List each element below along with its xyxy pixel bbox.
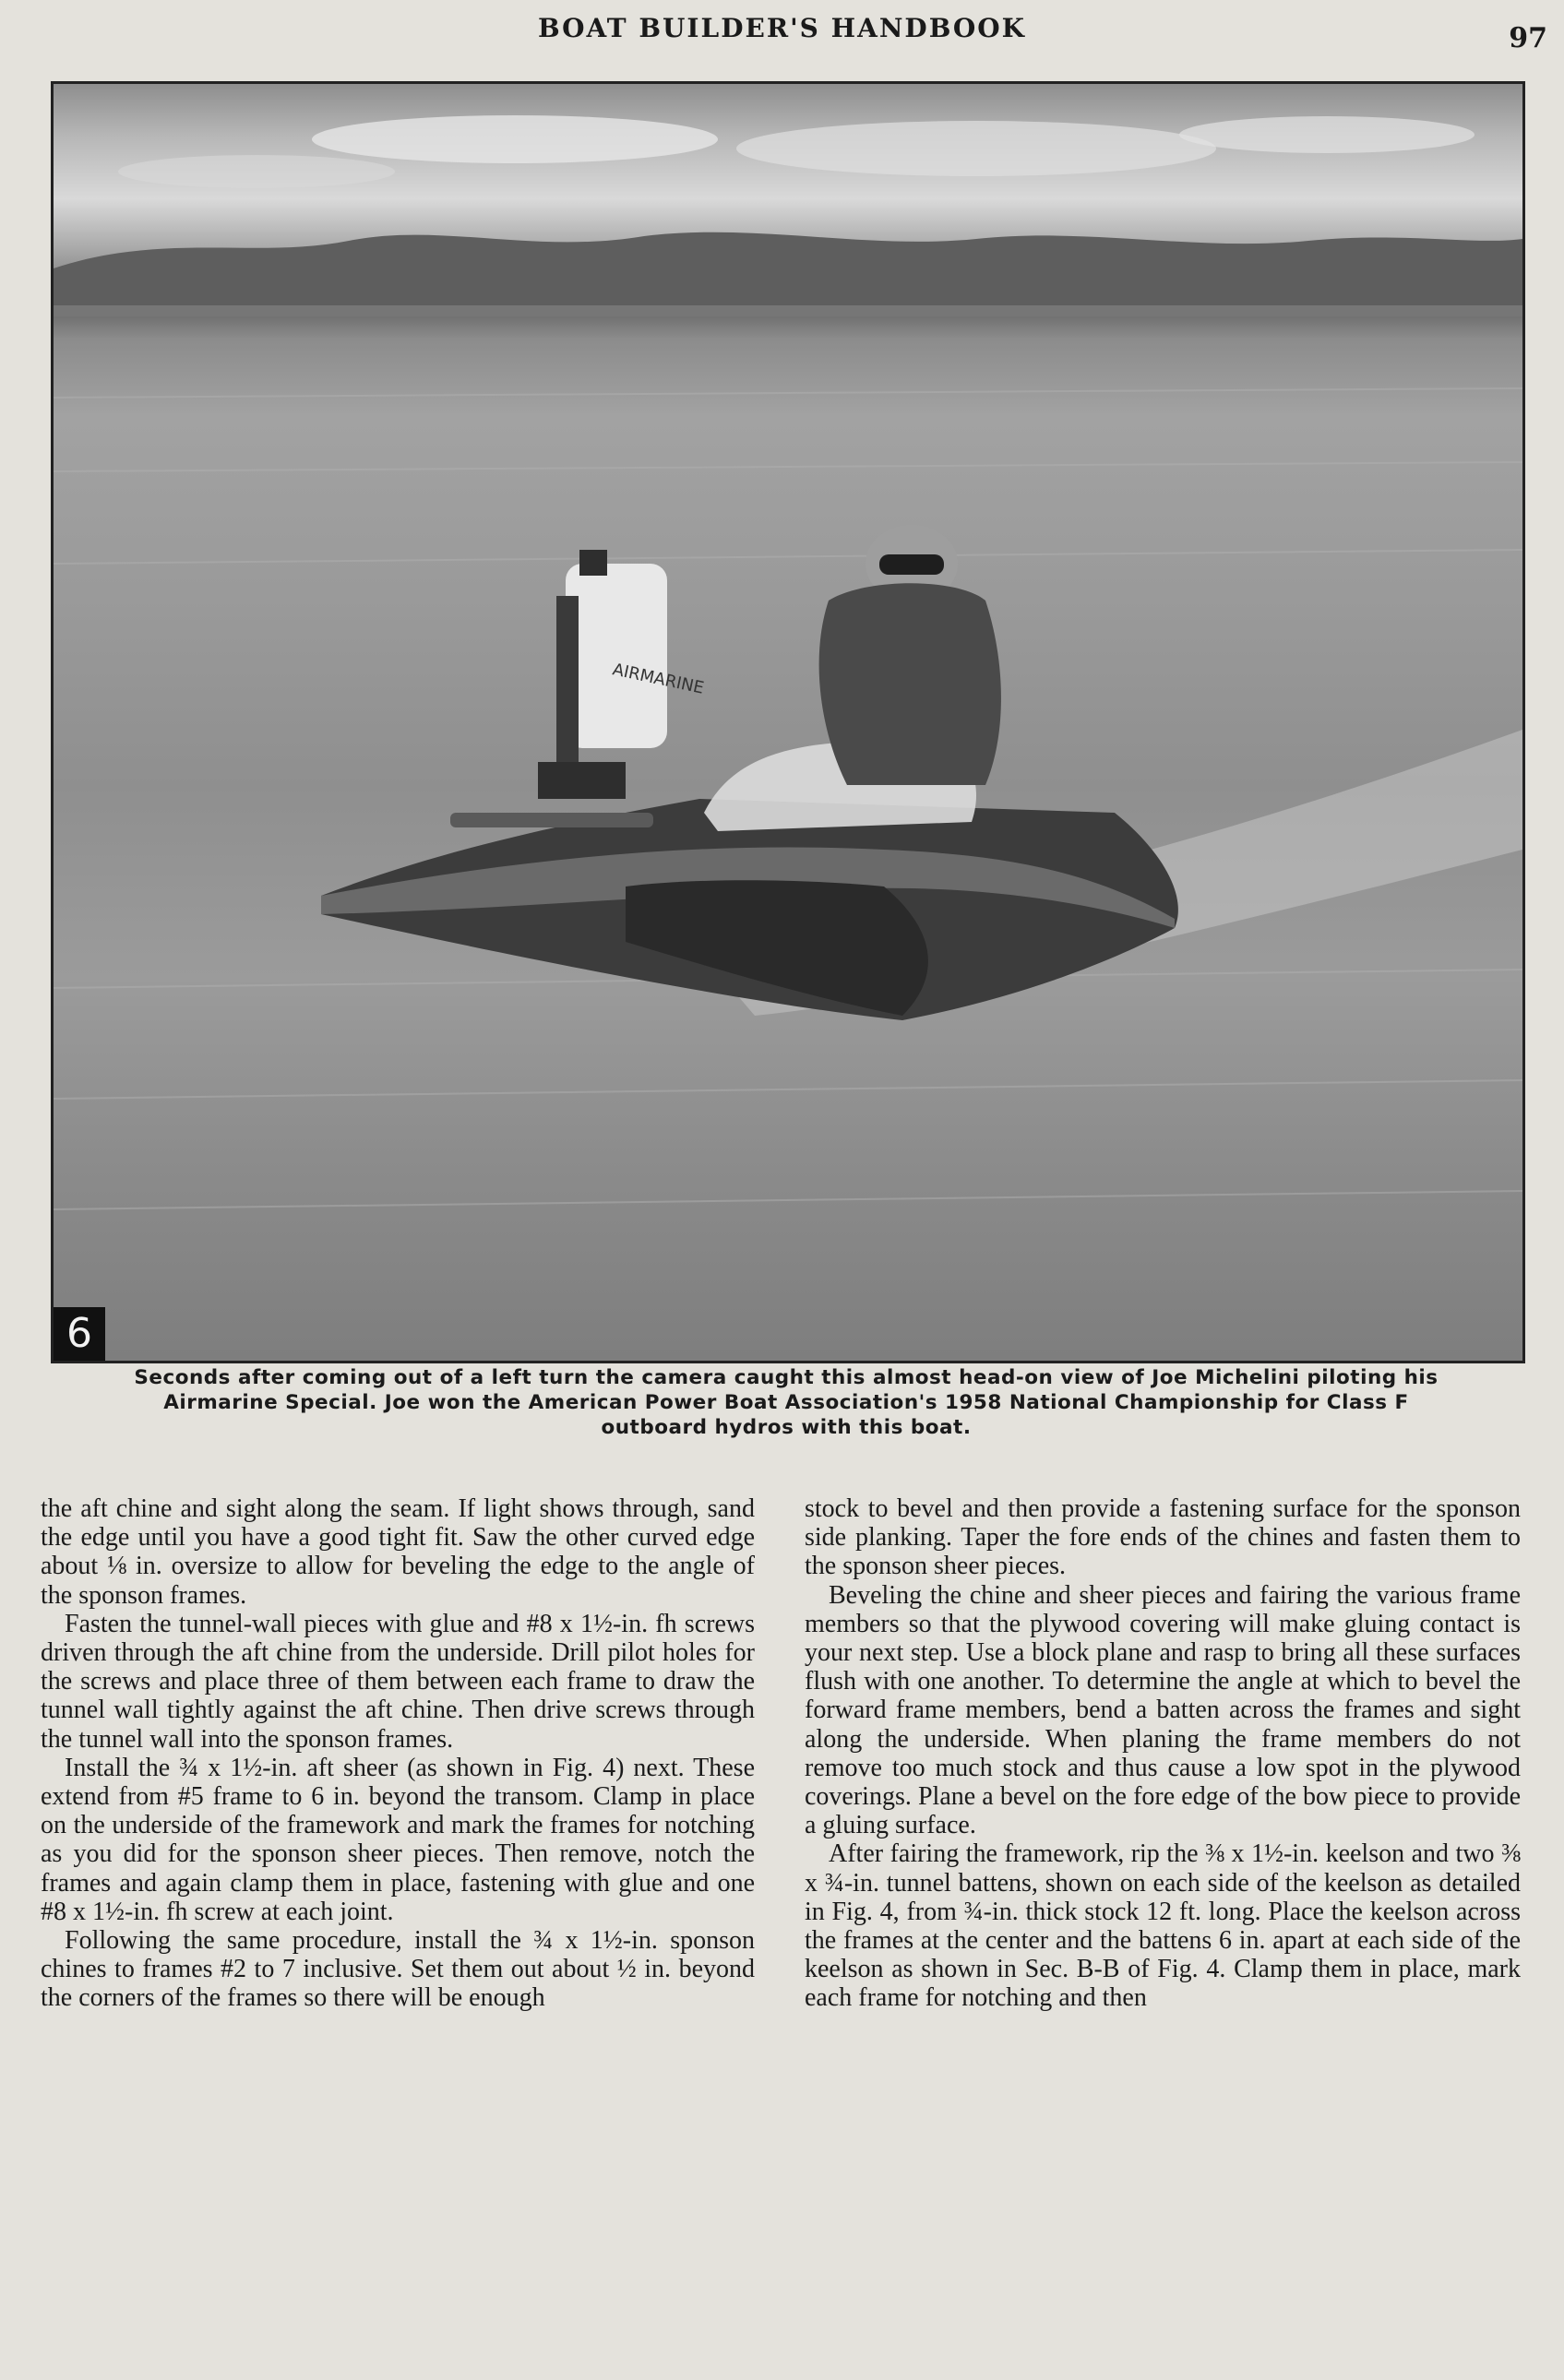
- paragraph: stock to bevel and then provide a fastening surface for the sponson side planking. Taper the fore ends of the chines and fasten them to the sponson sheer pieces.: [805, 1494, 1521, 1581]
- caption-line: Airmarine Special. Joe won the American Power Boat Association's 1958 National Championship for Class F: [163, 1391, 1409, 1414]
- right-column: [805, 1494, 1521, 2013]
- paragraph: Following the same procedure, install the ¾ x 1½-in. sponson chines to frames #2 to 7 inclusive. Set them out about ½ in. beyond the corners of the frames so there will be enough: [41, 1926, 755, 2013]
- caption-line: Seconds after coming out of a left turn the camera caught this almost head-on view of Joe Michelini piloting his: [134, 1366, 1439, 1389]
- paragraph: Beveling the chine and sheer pieces and fairing the various frame members so that the plywood covering will make gluing contact is your next step. Use a block plane and rasp to bring all these surfaces flush with one another. To determine the angle at which to bevel the forward frame members, bend a batten across the frames and sight along the underside. When planing the frame members do not remove too much stock and thus cause a low spot in the plywood coverings. Plane a bevel on the fore edge of the bow piece to provide a gluing surface.: [805, 1580, 1521, 1840]
- figure-caption: [57, 1365, 1515, 1440]
- paragraph: After fairing the framework, rip the ⅜ x 1½-in. keelson and two ⅜ x ¾-in. tunnel battens, shown on each side of the keelson as detailed in Fig. 4, from ¾-in. thick stock 12 ft. long. Place the keelson across the frames at the center and the battens 6 in. apart at each side of the keelson as shown in Sec. B-B of Fig. 4. Clamp them in place, mark each frame for notching and then: [805, 1839, 1521, 2013]
- paragraph: the aft chine and sight along the seam. If light shows through, sand the edge until you have a good tight fit. Saw the other curved edge about ⅛ in. oversize to allow for beveling the edge to the angle of the sponson frames.: [41, 1494, 755, 1610]
- left-column: [41, 1494, 755, 2013]
- figure-number-badge: 6: [54, 1307, 105, 1361]
- caption-line: outboard hydros with this boat.: [601, 1416, 972, 1439]
- paragraph: Fasten the tunnel-wall pieces with glue and #8 x 1½-in. fh screws driven through the aft chine from the underside. Drill pilot holes for the screws and place three of them between each frame to draw the tunnel wall tightly against the aft chine. Then drive screws through the tunnel wall into the sponson frames.: [41, 1609, 755, 1754]
- motor-label: AIRMARINE: [610, 660, 706, 698]
- running-header: BOAT BUILDER'S HANDBOOK: [537, 13, 1026, 43]
- boat-photo: [51, 81, 1525, 1363]
- paragraph: Install the ¾ x 1½-in. aft sheer (as shown in Fig. 4) next. These extend from #5 frame to 6 in. beyond the transom. Clamp in place on the underside of the framework and mark the frames for notching as you did for the sponson sheer pieces. Then remove, notch the frames and again clamp them in place, fastening with glue and one #8 x 1½-in. fh screw at each joint.: [41, 1753, 755, 1926]
- page-number: 97: [1509, 22, 1547, 54]
